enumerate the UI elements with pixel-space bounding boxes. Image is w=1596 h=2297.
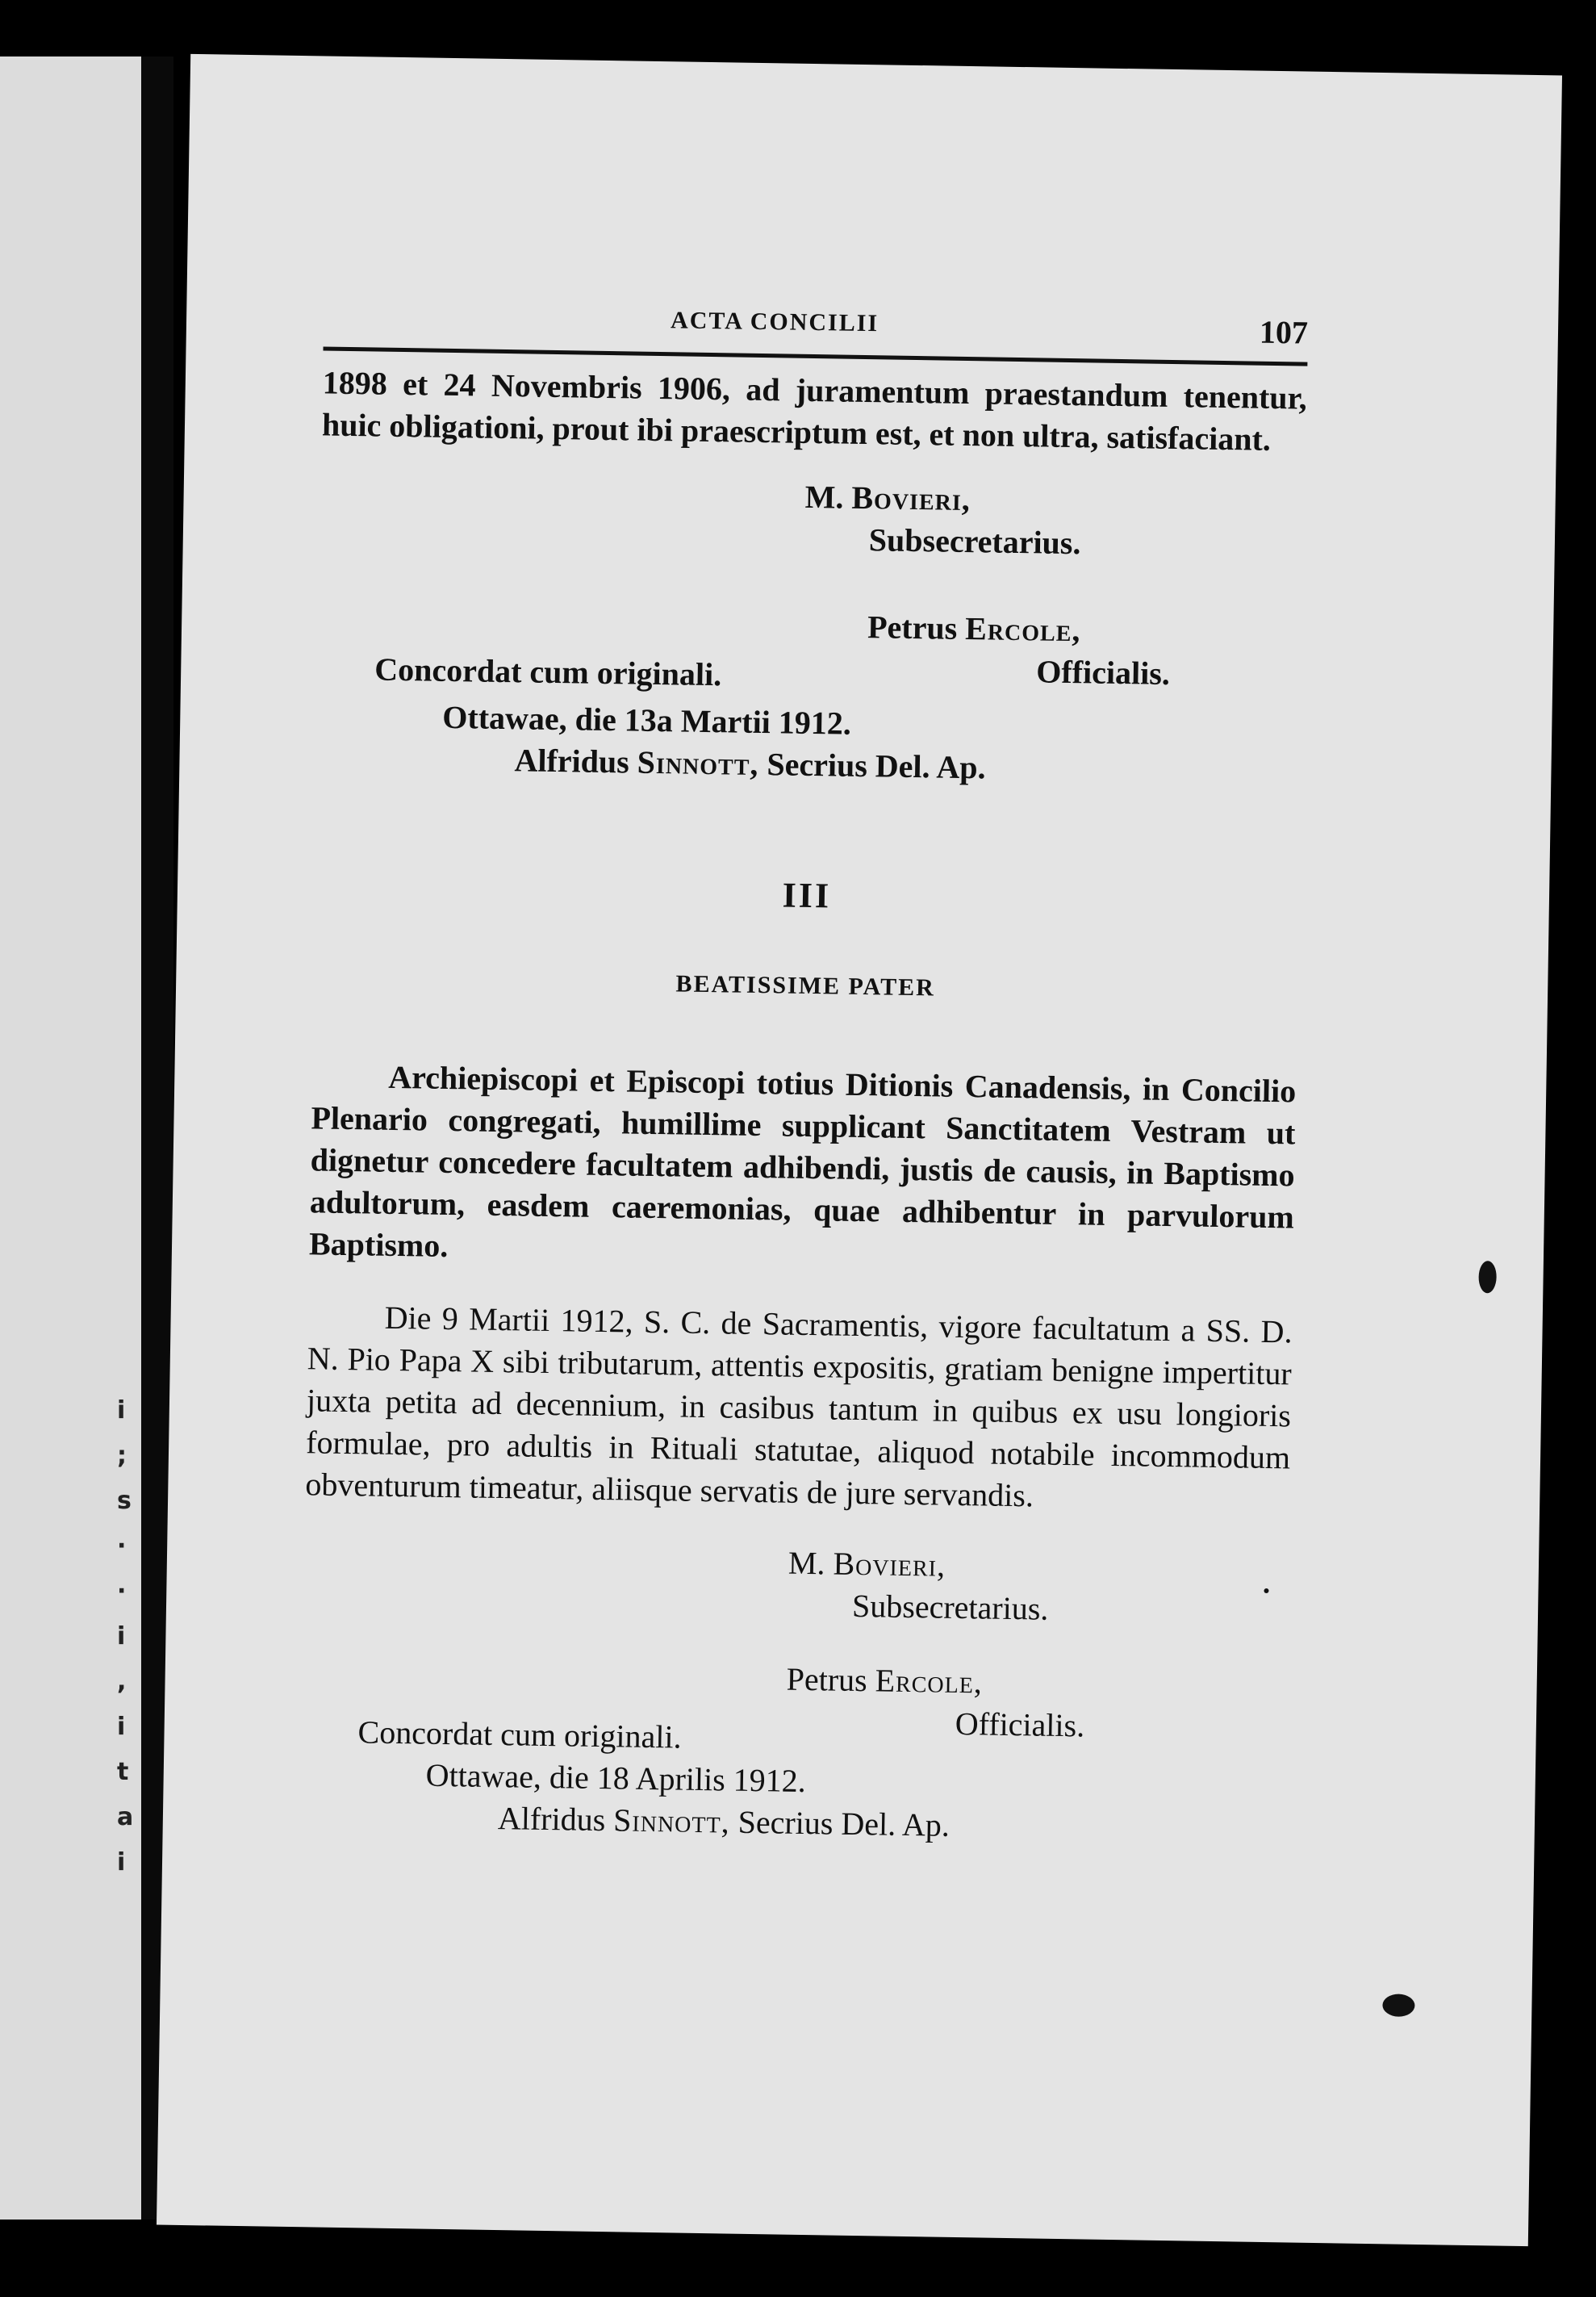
secretary-name: Alfridus [497, 1800, 614, 1839]
signature-title-subsecretarius-2: Subsecretarius. [851, 1587, 1049, 1627]
signature-surname: Ercole, [875, 1662, 984, 1701]
signature-surname: Bovieri, [851, 479, 971, 518]
signature-surname: Ercole, [964, 609, 1081, 649]
scanned-page [157, 54, 1562, 2246]
scan-blemish [1478, 1261, 1497, 1293]
signature-name: M. [788, 1544, 834, 1582]
secretary-surname: Sinnott, [612, 1801, 731, 1840]
scan-blemish [1382, 1994, 1414, 2017]
carryover-paragraph: 1898 et 24 Novembris 1906, ad juramentum praestandum tenentur, huic obligationi, prout ibi praescriptum est, et non ultra, satisfaciant. [321, 364, 1308, 458]
signature-ercole-2 [786, 1659, 1287, 1709]
signature-name: M. [804, 478, 852, 516]
concordat-line-2: Concordat cum originali. [357, 1713, 682, 1755]
running-head [323, 298, 1308, 366]
facing-page-text-fragments: i ; s · · i , i t a i [117, 1396, 134, 1877]
facing-page-edge [0, 56, 141, 2220]
section-number: III [782, 875, 832, 916]
page-content [300, 298, 1309, 1851]
place-date-line: Ottawae, die 13a Martii 1912. [442, 698, 852, 742]
running-title: ACTA CONCILII [670, 307, 879, 337]
secretary-surname: Sinnott, [637, 743, 759, 782]
signature-name: Petrus [786, 1660, 876, 1699]
signature-title-officialis-2: Officialis. [955, 1705, 1085, 1744]
concordat-line: Concordat cum originali. [374, 651, 722, 693]
secretary-name: Alfridus [514, 742, 638, 780]
signature-title-officialis: Officialis. [1035, 653, 1171, 692]
scan-dot [1264, 1588, 1268, 1593]
page-number: 107 [1259, 313, 1309, 351]
place-date-line-2: Ottawae, die 18 Aprilis 1912. [425, 1756, 807, 1800]
secretary-office: Secrius Del. Ap. [729, 1803, 950, 1843]
section-title: BEATISSIME PATER [675, 970, 936, 1002]
secretary-office: Secrius Del. Ap. [758, 745, 986, 786]
petition-paragraph: Archiepiscopi et Episcopi totius Ditionis Canadensis, in Concilio Plenario congregati, humillime supplicant Sanctitatem Vestram ut dignetur concedere facultatem adhibendi, justis de causis, in Baptismo adultorum, easdem caeremonias, quae adhibentur in parvulorum Baptismo. [308, 1058, 1297, 1265]
signature-ercole [867, 606, 1304, 655]
signature-name: Petrus [867, 609, 966, 646]
signature-title-subsecretarius: Subsecretarius. [868, 521, 1081, 562]
response-paragraph: Die 9 Martii 1912, S. C. de Sacramentis, vigore facultatum a SS. D. N. Pio Papa X sibi tributarum, attentis expositis, gratiam benigne impertitur juxta petita ad decennium, in casibus tantum in quibus ex usu longioris formulae, pro adultis in Rituali statutae, aliquod notabile incommodum obventurum timeatur, aliisque servatis de jure servandis. [305, 1299, 1293, 1514]
signature-surname: Bovieri, [833, 1545, 946, 1584]
